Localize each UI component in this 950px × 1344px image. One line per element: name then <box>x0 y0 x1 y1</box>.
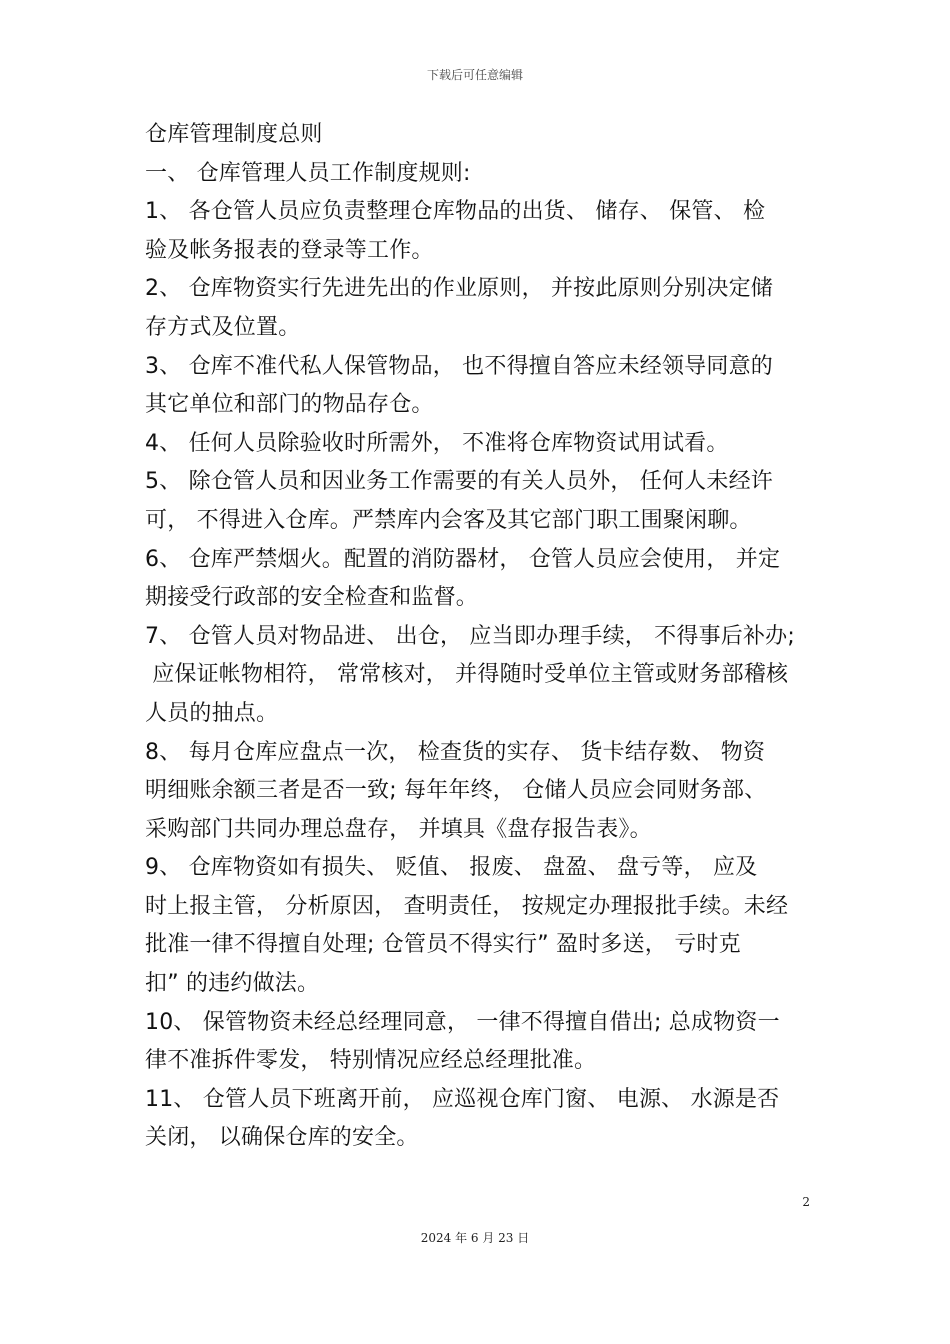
document-body <box>145 116 815 1158</box>
text-line: 10、 保管物资未经总经理同意， 一律不得擅自借出; 总成物资一 <box>145 1009 780 1035</box>
text-line: 可， 不得进入仓库。严禁库内会客及其它部门职工围聚闲聊。 <box>145 507 752 533</box>
text-line: 7、 仓管人员对物品进、 出仓， 应当即办理手续， 不得事后补办; <box>145 623 795 649</box>
text-line: 验及帐务报表的登录等工作。 <box>145 237 434 263</box>
text-line: 采购部门共同办理总盘存， 并填具《盘存报告表》。 <box>145 816 652 842</box>
text-line: 4、 任何人员除验收时所需外， 不准将仓库物资试用试看。 <box>145 430 729 456</box>
text-line: 8、 每月仓库应盘点一次， 检查货的实存、 货卡结存数、 物资 <box>145 739 766 765</box>
text-line: 扣” 的违约做法。 <box>145 971 320 997</box>
text-line: 5、 除仓管人员和因业务工作需要的有关人员外， 任何人未经许 <box>145 469 773 495</box>
text-line: 明细账余额三者是否一致; 每年年终， 仓储人员应会同财务部、 <box>145 778 767 804</box>
page-number: 2 <box>802 1195 810 1209</box>
text-line: 存方式及位置。 <box>145 314 301 340</box>
document-title: 仓库管理制度总则 <box>145 122 323 147</box>
text-line: 6、 仓库严禁烟火。配置的消防器材， 仓管人员应会使用， 并定 <box>145 546 781 572</box>
text-line: 人员的抽点。 <box>145 700 279 726</box>
text-line: 律不准拆件零发， 特别情况应经总经理批准。 <box>145 1048 597 1074</box>
page-header: 下载后可任意编辑 <box>426 68 523 82</box>
text-line: 关闭， 以确保仓库的安全。 <box>145 1125 419 1151</box>
text-line: 11、 仓管人员下班离开前， 应巡视仓库门窗、 电源、 水源是否 <box>145 1086 780 1112</box>
text-line: 期接受行政部的安全检查和监督。 <box>145 585 479 611</box>
text-line: 应保证帐物相符， 常常核对， 并得随时受单位主管或财务部稽核 <box>145 662 789 688</box>
text-line: 其它单位和部门的物品存仓。 <box>145 392 434 418</box>
text-line: 批准一律不得擅自处理; 仓管员不得实行” 盈时多送， 亏时克 <box>145 932 741 958</box>
text-line: 时上报主管， 分析原因， 查明责任， 按规定办理报批手续。未经 <box>145 893 789 919</box>
page-footer-date: 2024 年 6 月 23 日 <box>420 1231 530 1245</box>
text-line: 3、 仓库不准代私人保管物品， 也不得擅自答应未经领导同意的 <box>145 353 773 379</box>
section-heading: 一、 仓库管理人员工作制度规则: <box>145 160 471 186</box>
text-line: 1、 各仓管人员应负责整理仓库物品的出货、 储存、 保管、 检 <box>145 199 766 225</box>
text-line: 9、 仓库物资如有损失、 贬值、 报废、 盘盈、 盘亏等， 应及 <box>145 855 758 881</box>
text-line: 2、 仓库物资实行先进先出的作业原则， 并按此原则分别决定储 <box>145 276 773 302</box>
